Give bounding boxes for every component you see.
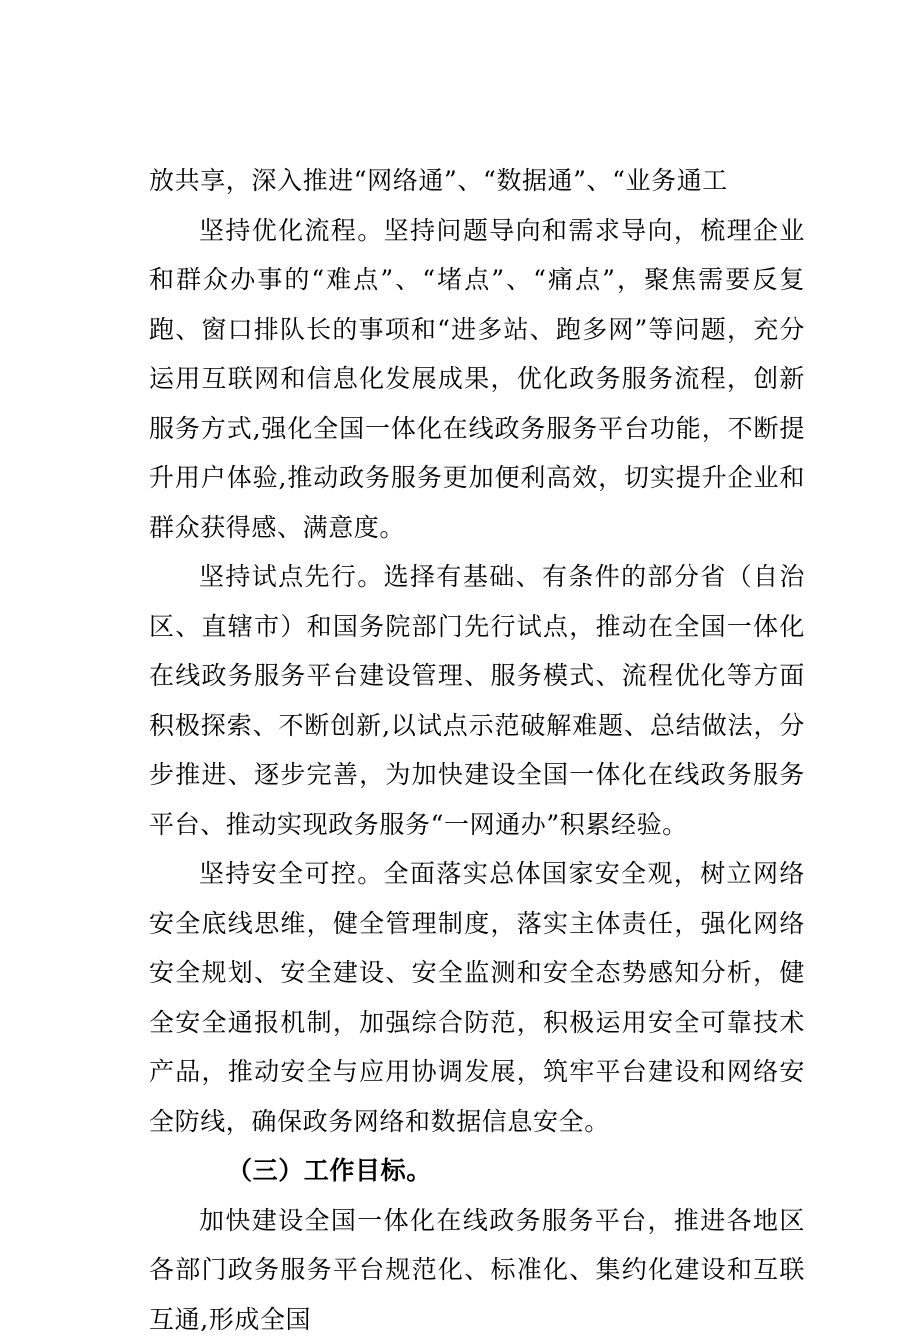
section-heading-work-goals: （三）工作目标。	[149, 1146, 805, 1196]
paragraph-pilot-first: 坚持试点先行。选择有基础、有条件的部分省（自治区、直辖市）和国务院部门先行试点，推动在全国一体化在线政务服务平台建设管理、服务模式、流程优化等方面积极探索、不断创新,以试点示范破解难题、总结做法，分步推进、逐步完善，为加快建设全国一体化在线政务服务平台、推动实现政务服务“一网通办”积累经验。	[149, 552, 805, 849]
paragraph-security-control: 坚持安全可控。全面落实总体国家安全观，树立网络安全底线思维，健全管理制度，落实主体责任，强化网络安全规划、安全建设、安全监测和安全态势感知分析，健全安全通报机制，加强综合防范，积极运用安全可靠技术产品，推动安全与应用协调发展，筑牢平台建设和网络安全防线，确保政务网络和数据信息安全。	[149, 849, 805, 1146]
document-body	[149, 156, 805, 1344]
paragraph-continued: 放共享，深入推进“网络通”、“数据通”、“业务通工	[149, 156, 805, 206]
paragraph-optimize-process: 坚持优化流程。坚持问题导向和需求导向，梳理企业和群众办事的“难点”、“堵点”、“痛点”，聚焦需要反复跑、窗口排队长的事项和“进多站、跑多网”等问题，充分运用互联网和信息化发展成果，优化政务服务流程，创新服务方式,强化全国一体化在线政务服务平台功能，不断提升用户体验,推动政务服务更加便利高效，切实提升企业和群众获得感、满意度。	[149, 206, 805, 553]
paragraph-work-goals: 加快建设全国一体化在线政务服务平台，推进各地区各部门政务服务平台规范化、标准化、集约化建设和互联互通,形成全国	[149, 1196, 805, 1344]
